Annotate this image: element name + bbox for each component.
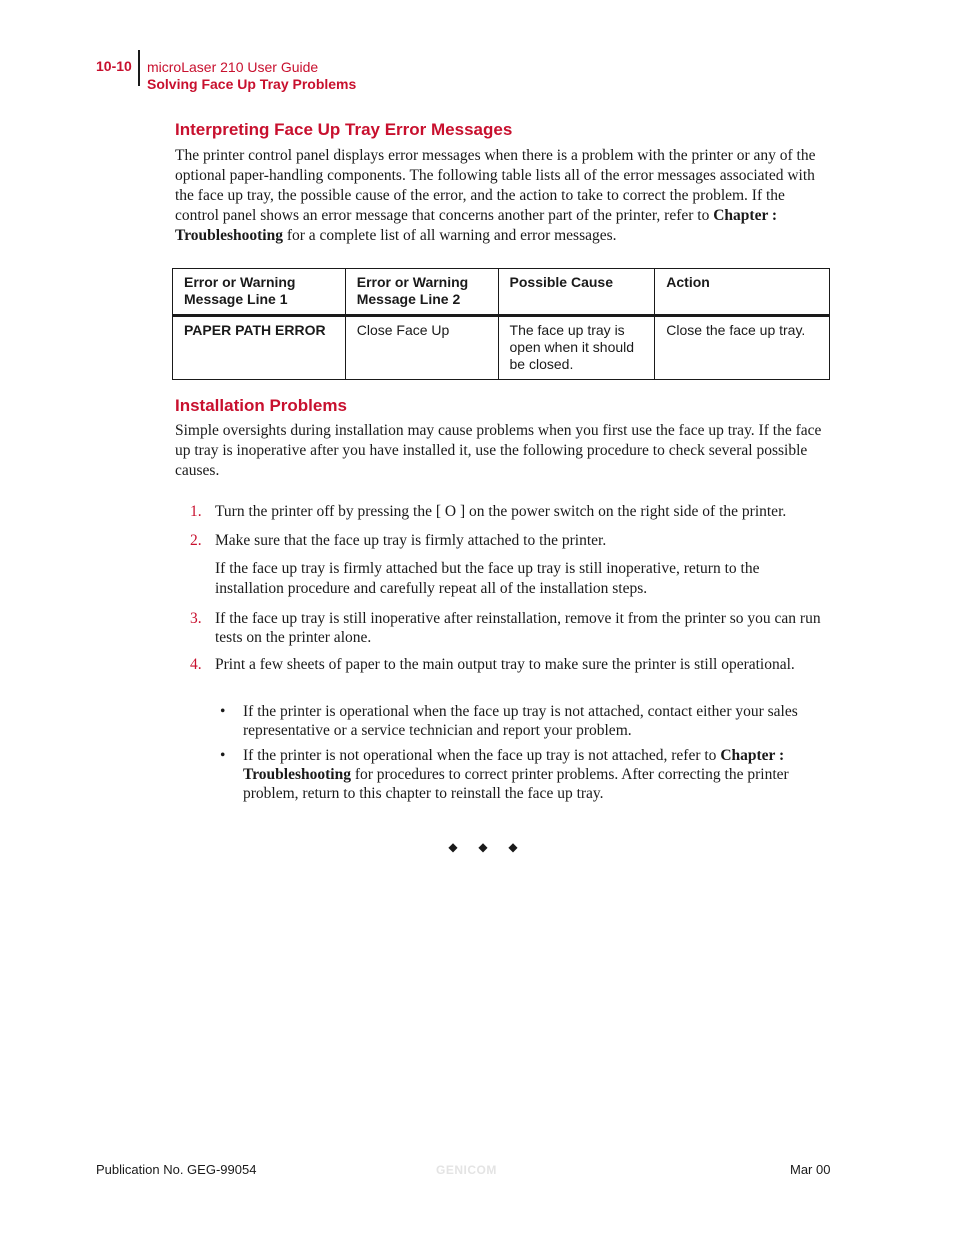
guide-title: microLaser 210 User Guide	[147, 59, 319, 75]
step-number: 4.	[190, 656, 202, 673]
step-text: Print a few sheets of paper to the main output tray to make sure the printer is still operational.	[215, 656, 795, 673]
column-header: Possible Cause	[498, 269, 655, 316]
bullet-icon: •	[220, 747, 226, 764]
bullet-item	[220, 702, 830, 740]
section-title: Solving Face Up Tray Problems	[147, 76, 357, 92]
installation-intro: Simple oversights during installation may cause problems when you first use the face up tray. If the face up tray is inoperative after you have installed it, use the following procedure to check several possible causes.	[175, 422, 822, 479]
list-item	[190, 502, 830, 521]
error-messages-heading: Interpreting Face Up Tray Error Messages	[175, 120, 513, 139]
column-header: Error or Warning Message Line 2	[345, 269, 498, 316]
installation-problems-heading: Installation Problems	[175, 396, 347, 415]
publication-number: Publication No. GEG-99054	[96, 1162, 257, 1177]
chapter-reference-link[interactable]: Chapter : Troubleshooting	[175, 207, 778, 244]
step-note: If the face up tray is firmly attached but the face up tray is still inoperative, return to the installation procedure and carefully repeat all of the installation steps.	[215, 560, 760, 597]
page-number: 10-10	[96, 58, 132, 74]
table-cell: Close the face up tray.	[655, 316, 830, 380]
header-divider	[138, 50, 140, 86]
bullet-text: If the printer is not operational when the face up tray is not attached, refer to Chapter : Troubleshooting for procedures to correct printer problems. After correcting the printer problem, return to this chapter to reinstall the face up tray.	[243, 747, 789, 802]
step-number: 2.	[190, 532, 202, 549]
diamond-icon: ◆	[508, 840, 518, 854]
list-item	[190, 609, 830, 647]
table-cell: PAPER PATH ERROR	[173, 316, 346, 380]
error-message-table	[172, 268, 830, 380]
list-item	[190, 655, 830, 674]
table-cell: Close Face Up	[345, 316, 498, 380]
bullet-icon: •	[220, 703, 226, 720]
bullet-item	[220, 746, 830, 803]
chapter-reference-link[interactable]: Chapter : Troubleshooting	[243, 747, 785, 783]
step-text: Turn the printer off by pressing the [ O ] on the power switch on the right side of the printer.	[215, 503, 787, 520]
step-text: Make sure that the face up tray is firmly attached to the printer.	[215, 532, 607, 549]
bullet-text: If the printer is operational when the face up tray is not attached, contact either your sales representative or a service technician and report your problem.	[243, 703, 798, 739]
column-header: Action	[655, 269, 830, 316]
step-text: If the face up tray is still inoperative after reinstallation, remove it from the printer so you can run tests on the printer alone.	[215, 610, 821, 646]
table-header-row	[173, 269, 830, 316]
error-messages-paragraph: The printer control panel displays error messages when there is a problem with the printer or any of the optional paper-handling components. The following table lists all of the error messages associated with the face up tray, the possible cause of the error, and the action to take to correct the problem. If the control panel shows an error message that concerns another part of the printer, refer to Chapter : Troubleshooting for a complete list of all warning and error messages.	[175, 147, 816, 244]
list-item	[190, 531, 830, 550]
genicom-watermark: GENICOM	[436, 1163, 497, 1177]
column-header: Error or Warning Message Line 1	[173, 269, 346, 316]
step-number: 3.	[190, 610, 202, 627]
diamond-icon: ◆	[448, 840, 458, 854]
diamond-icon: ◆	[478, 840, 488, 854]
table-row	[173, 316, 830, 380]
step-number: 1.	[190, 503, 202, 520]
table-cell: The face up tray is open when it should be closed.	[498, 316, 655, 380]
end-of-section-mark	[438, 840, 528, 855]
publication-date: Mar 00	[790, 1162, 831, 1177]
